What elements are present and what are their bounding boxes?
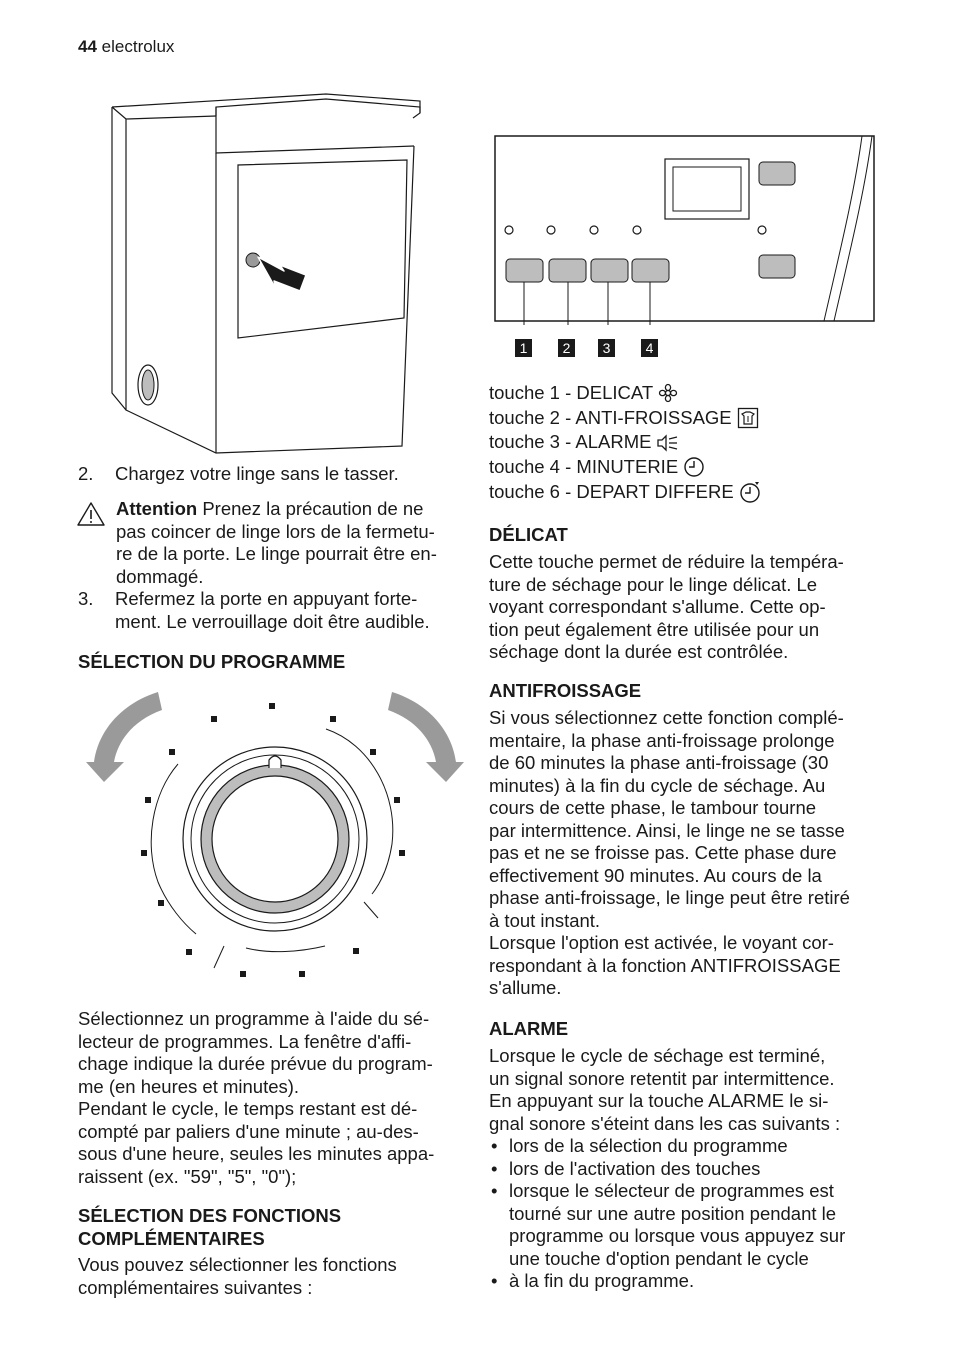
step-3: 3. Refermez la porte en appuyant forte- ment. Le verrouillage doit être audible. xyxy=(78,588,430,632)
callout-3: 3 xyxy=(598,339,615,357)
delicate-flower-icon xyxy=(658,383,678,403)
list-item: • lors de la sélection du programme xyxy=(491,1135,788,1156)
section-title-antifroissage: ANTIFROISSAGE xyxy=(489,680,642,701)
option-item: touche 4 - MINUTERIE xyxy=(489,455,879,480)
delay-start-clock-icon xyxy=(739,481,763,503)
alarme-bullet-list xyxy=(489,1135,889,1293)
list-item: • à la fin du programme. xyxy=(491,1270,695,1291)
list-item: • lorsque le sélecteur de programmes est tourné sur une autre position pendant le programme ou lorsque vous appuyez sur une touche d'option pendant le cycle xyxy=(491,1180,846,1269)
section-title-programme: SÉLECTION DU PROGRAMME xyxy=(78,651,346,672)
control-panel-illustration xyxy=(494,135,876,325)
option-item: touche 1 - DELICAT xyxy=(489,381,879,406)
option-item: touche 6 - DEPART DIFFERE xyxy=(489,480,879,505)
warning-label: Attention xyxy=(116,498,198,519)
dryer-door-illustration xyxy=(108,93,428,458)
step-text: Chargez votre linge sans le tasser. xyxy=(115,463,399,484)
section-title-delicat: DÉLICAT xyxy=(489,524,568,545)
page-number: 44 xyxy=(78,37,97,56)
brand-name: electrolux xyxy=(101,37,175,56)
timer-clock-icon xyxy=(683,456,705,478)
warning-triangle-icon xyxy=(76,501,106,527)
callout-4: 4 xyxy=(641,339,658,357)
delicat-text: Cette touche permet de réduire la tempéra- ture de séchage pour le linge délicat. Le voyant correspondant s'allume. Cette op- tion peut également être utilisée pour un séchage dont la durée est contrôlée. xyxy=(489,551,844,662)
section-title-fonctions: SÉLECTION DES FONCTIONS COMPLÉMENTAIRES xyxy=(78,1205,342,1249)
callout-2: 2 xyxy=(558,339,575,357)
option-item: touche 2 - ANTI-FROISSAGE xyxy=(489,406,879,431)
page-header xyxy=(78,37,174,57)
anti-crease-icon xyxy=(737,407,759,429)
section-title-alarme: ALARME xyxy=(489,1018,569,1039)
callout-1: 1 xyxy=(515,339,532,357)
program-selector-dial-illustration xyxy=(80,684,470,989)
option-item: touche 3 - ALARME xyxy=(489,430,879,455)
option-list xyxy=(489,381,879,505)
step-number: 3. xyxy=(78,588,94,609)
step-number: 2. xyxy=(78,463,94,484)
alarme-text: Lorsque le cycle de séchage est terminé, un signal sonore retentit par intermittence. En appuyant sur la touche ALARME le si- gnal sonore s'éteint dans les cas suivants : • lors de la sélection du programme • lors de l'activation des touches • lorsque le sélecteur de programmes est tourné sur une autre position pendant le programme ou lorsque vous appuyez sur une touche d'option pendant le cycle • à la fin du programme. xyxy=(489,1045,889,1293)
list-item: • lors de l'activation des touches xyxy=(491,1157,761,1179)
antifroissage-text: Si vous sélectionnez cette fonction complé- mentaire, la phase anti-froissage prolonge de 60 minutes la phase anti-froissage (30 minutes) à la fin du cycle de séchage. Au cours de cette phase, le tambour tourne par intermittence. Ainsi, le linge ne se tasse pas et ne se froisse pas. Cette phase dure effectivement 90 minutes. Au cours de la phase anti-froissage, le linge peut être retiré à tout instant. Lorsque l'option est activée, le voyant cor- respondant à la fonction ANTIFROISSAGE s'allume. xyxy=(489,707,850,998)
fonctions-intro: Vous pouvez sélectionner les fonctions complémentaires suivantes : xyxy=(78,1254,397,1298)
warning-text: Attention Prenez la précaution de ne pas coincer de linge lors de la fermetu- re de la porte. Le linge pourrait être en- dommagé. xyxy=(116,498,437,587)
programme-description: Sélectionnez un programme à l'aide du sé- lecteur de programmes. La fenêtre d'affi- chage indique la durée prévue du program- me (en heures et minutes). Pendant le cycle, le temps restant est dé- compté par paliers d'une minute ; au-des- sous d'une heure, seules les minutes appa- raissent (ex. "59", "5", "0"); xyxy=(78,1008,435,1187)
alarm-speaker-icon xyxy=(656,434,678,452)
